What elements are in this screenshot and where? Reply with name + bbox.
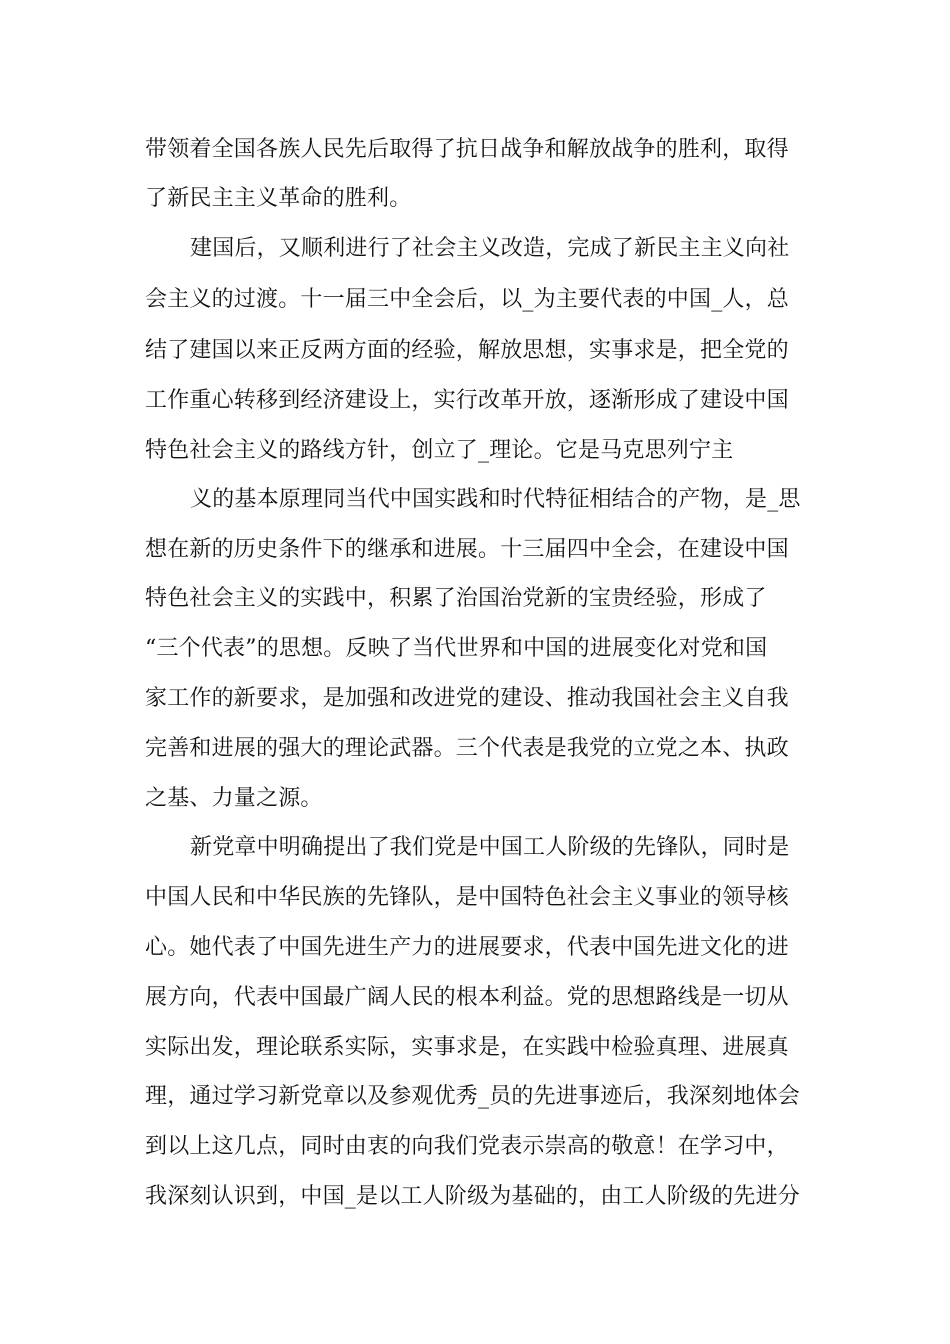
text-line: 到以上这几点，同时由衷的向我们党表示崇高的敬意！在学习中， — [145, 1134, 789, 1159]
text-line: 心。她代表了中国先进生产力的进展要求，代表中国先进文化的进 — [145, 935, 789, 960]
text-line: 理，通过学习新党章以及参观优秀_员的先进事迹后，我深刻地体会 — [145, 1084, 801, 1109]
paragraph-start-line: 新党章中明确提出了我们党是中国工人阶级的先锋队，同时是 — [190, 835, 790, 860]
text-line: “三个代表”的思想。反映了当代世界和中国的进展变化对党和国 — [145, 636, 768, 661]
text-line: 会主义的过渡。十一届三中全会后，以_为主要代表的中国_人，总 — [145, 287, 790, 312]
text-line: 特色社会主义的路线方针，创立了_理论。它是马克思列宁主 — [145, 438, 734, 463]
text-line: 想在新的历史条件下的继承和进展。十三届四中全会，在建设中国 — [145, 537, 789, 562]
text-line: 中国人民和中华民族的先锋队，是中国特色社会主义事业的领导核 — [145, 885, 789, 910]
text-line: 实际出发，理论联系实际，实事求是，在实践中检验真理、进展真 — [145, 1035, 789, 1060]
paragraph-start-line: 建国后，又顺利进行了社会主义改造，完成了新民主主义向社 — [190, 236, 790, 261]
paragraph-start-line: 义的基本原理同当代中国实践和时代特征相结合的产物，是_思 — [190, 487, 801, 512]
text-line: 带领着全国各族人民先后取得了抗日战争和解放战争的胜利，取得 — [145, 137, 789, 162]
text-line: 特色社会主义的实践中，积累了治国治党新的宝贵经验，形成了 — [145, 586, 767, 611]
text-line: 了新民主主义革命的胜利。 — [145, 186, 412, 211]
text-line: 工作重心转移到经济建设上，实行改革开放，逐渐形成了建设中国 — [145, 388, 789, 413]
text-line: 结了建国以来正反两方面的经验，解放思想，实事求是，把全党的 — [145, 338, 789, 363]
text-line: 完善和进展的强大的理论武器。三个代表是我党的立党之本、执政 — [145, 736, 789, 761]
text-line: 家工作的新要求，是加强和改进党的建设、推动我国社会主义自我 — [145, 686, 789, 711]
text-line: 我深刻认识到，中国_是以工人阶级为基础的，由工人阶级的先进分 — [145, 1184, 801, 1209]
text-line: 展方向，代表中国最广阔人民的根本利益。党的思想路线是一切从 — [145, 985, 789, 1010]
text-line: 之基、力量之源。 — [145, 786, 323, 811]
